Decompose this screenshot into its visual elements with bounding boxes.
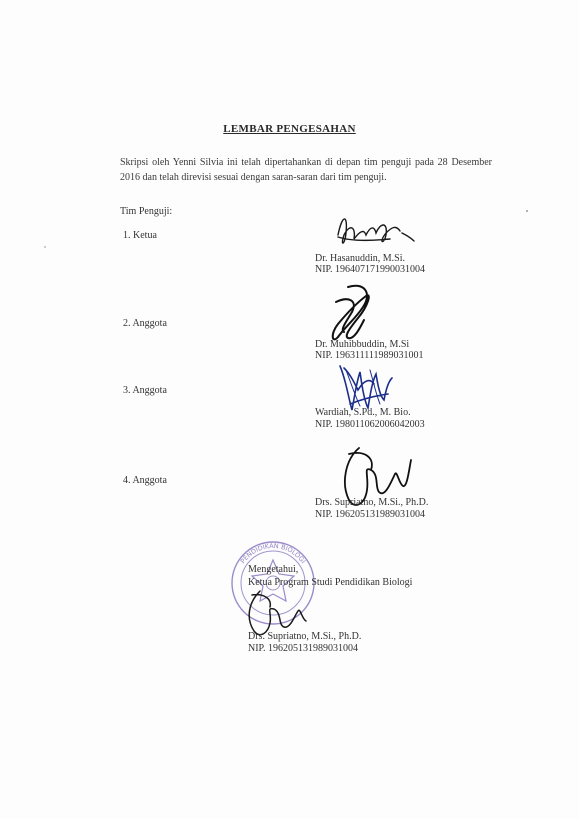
- scan-speck: [526, 210, 528, 212]
- examiner-4-role: 4. Anggota: [123, 475, 167, 486]
- examiner-2-nip: NIP. 196311111989031001: [315, 350, 424, 361]
- examiner-3-name: Wardiah, S.Pd., M. Bio.: [315, 407, 411, 418]
- examiner-2-name: Dr. Muhibbuddin, M.Si: [315, 339, 410, 350]
- approval-name: Drs. Supriatno, M.Si., Ph.D.: [248, 631, 362, 642]
- approval-position: Ketua Program Studi Pendidikan Biologi: [248, 577, 413, 588]
- page-title: LEMBAR PENGESAHAN: [223, 123, 356, 135]
- examiner-1-signature: [330, 205, 430, 257]
- examiner-4-nip: NIP. 196205131989031004: [315, 509, 426, 520]
- examiner-3-role: 3. Anggota: [123, 385, 167, 396]
- examiner-4-name: Drs. Supriatno, M.Si., Ph.D.: [315, 497, 429, 508]
- examiner-1-nip: NIP. 196407171990031004: [315, 264, 426, 275]
- examiner-3-nip: NIP. 198011062006042003: [315, 419, 425, 430]
- team-heading: Tim Penguji:: [120, 206, 173, 217]
- examiner-1-role: 1. Ketua: [123, 230, 157, 241]
- examiner-1-name: Dr. Hasanuddin, M.Si.: [315, 253, 405, 264]
- approval-nip: NIP. 196205131989031004: [248, 643, 359, 654]
- approval-label: Mengetahui,: [248, 564, 299, 575]
- examiner-2-role: 2. Anggota: [123, 318, 167, 329]
- stamp-text: PENDIDIKAN BIOLOGI: [238, 541, 308, 566]
- approval-statement: Skripsi oleh Yenni Silvia ini telah dipertahankan di depan tim penguji pada 28 Desember 2016 dan telah direvisi sesuai dengan saran-saran dari tim penguji.: [120, 157, 492, 183]
- scan-speck: [44, 246, 46, 248]
- examiner-2-signature: [318, 282, 388, 347]
